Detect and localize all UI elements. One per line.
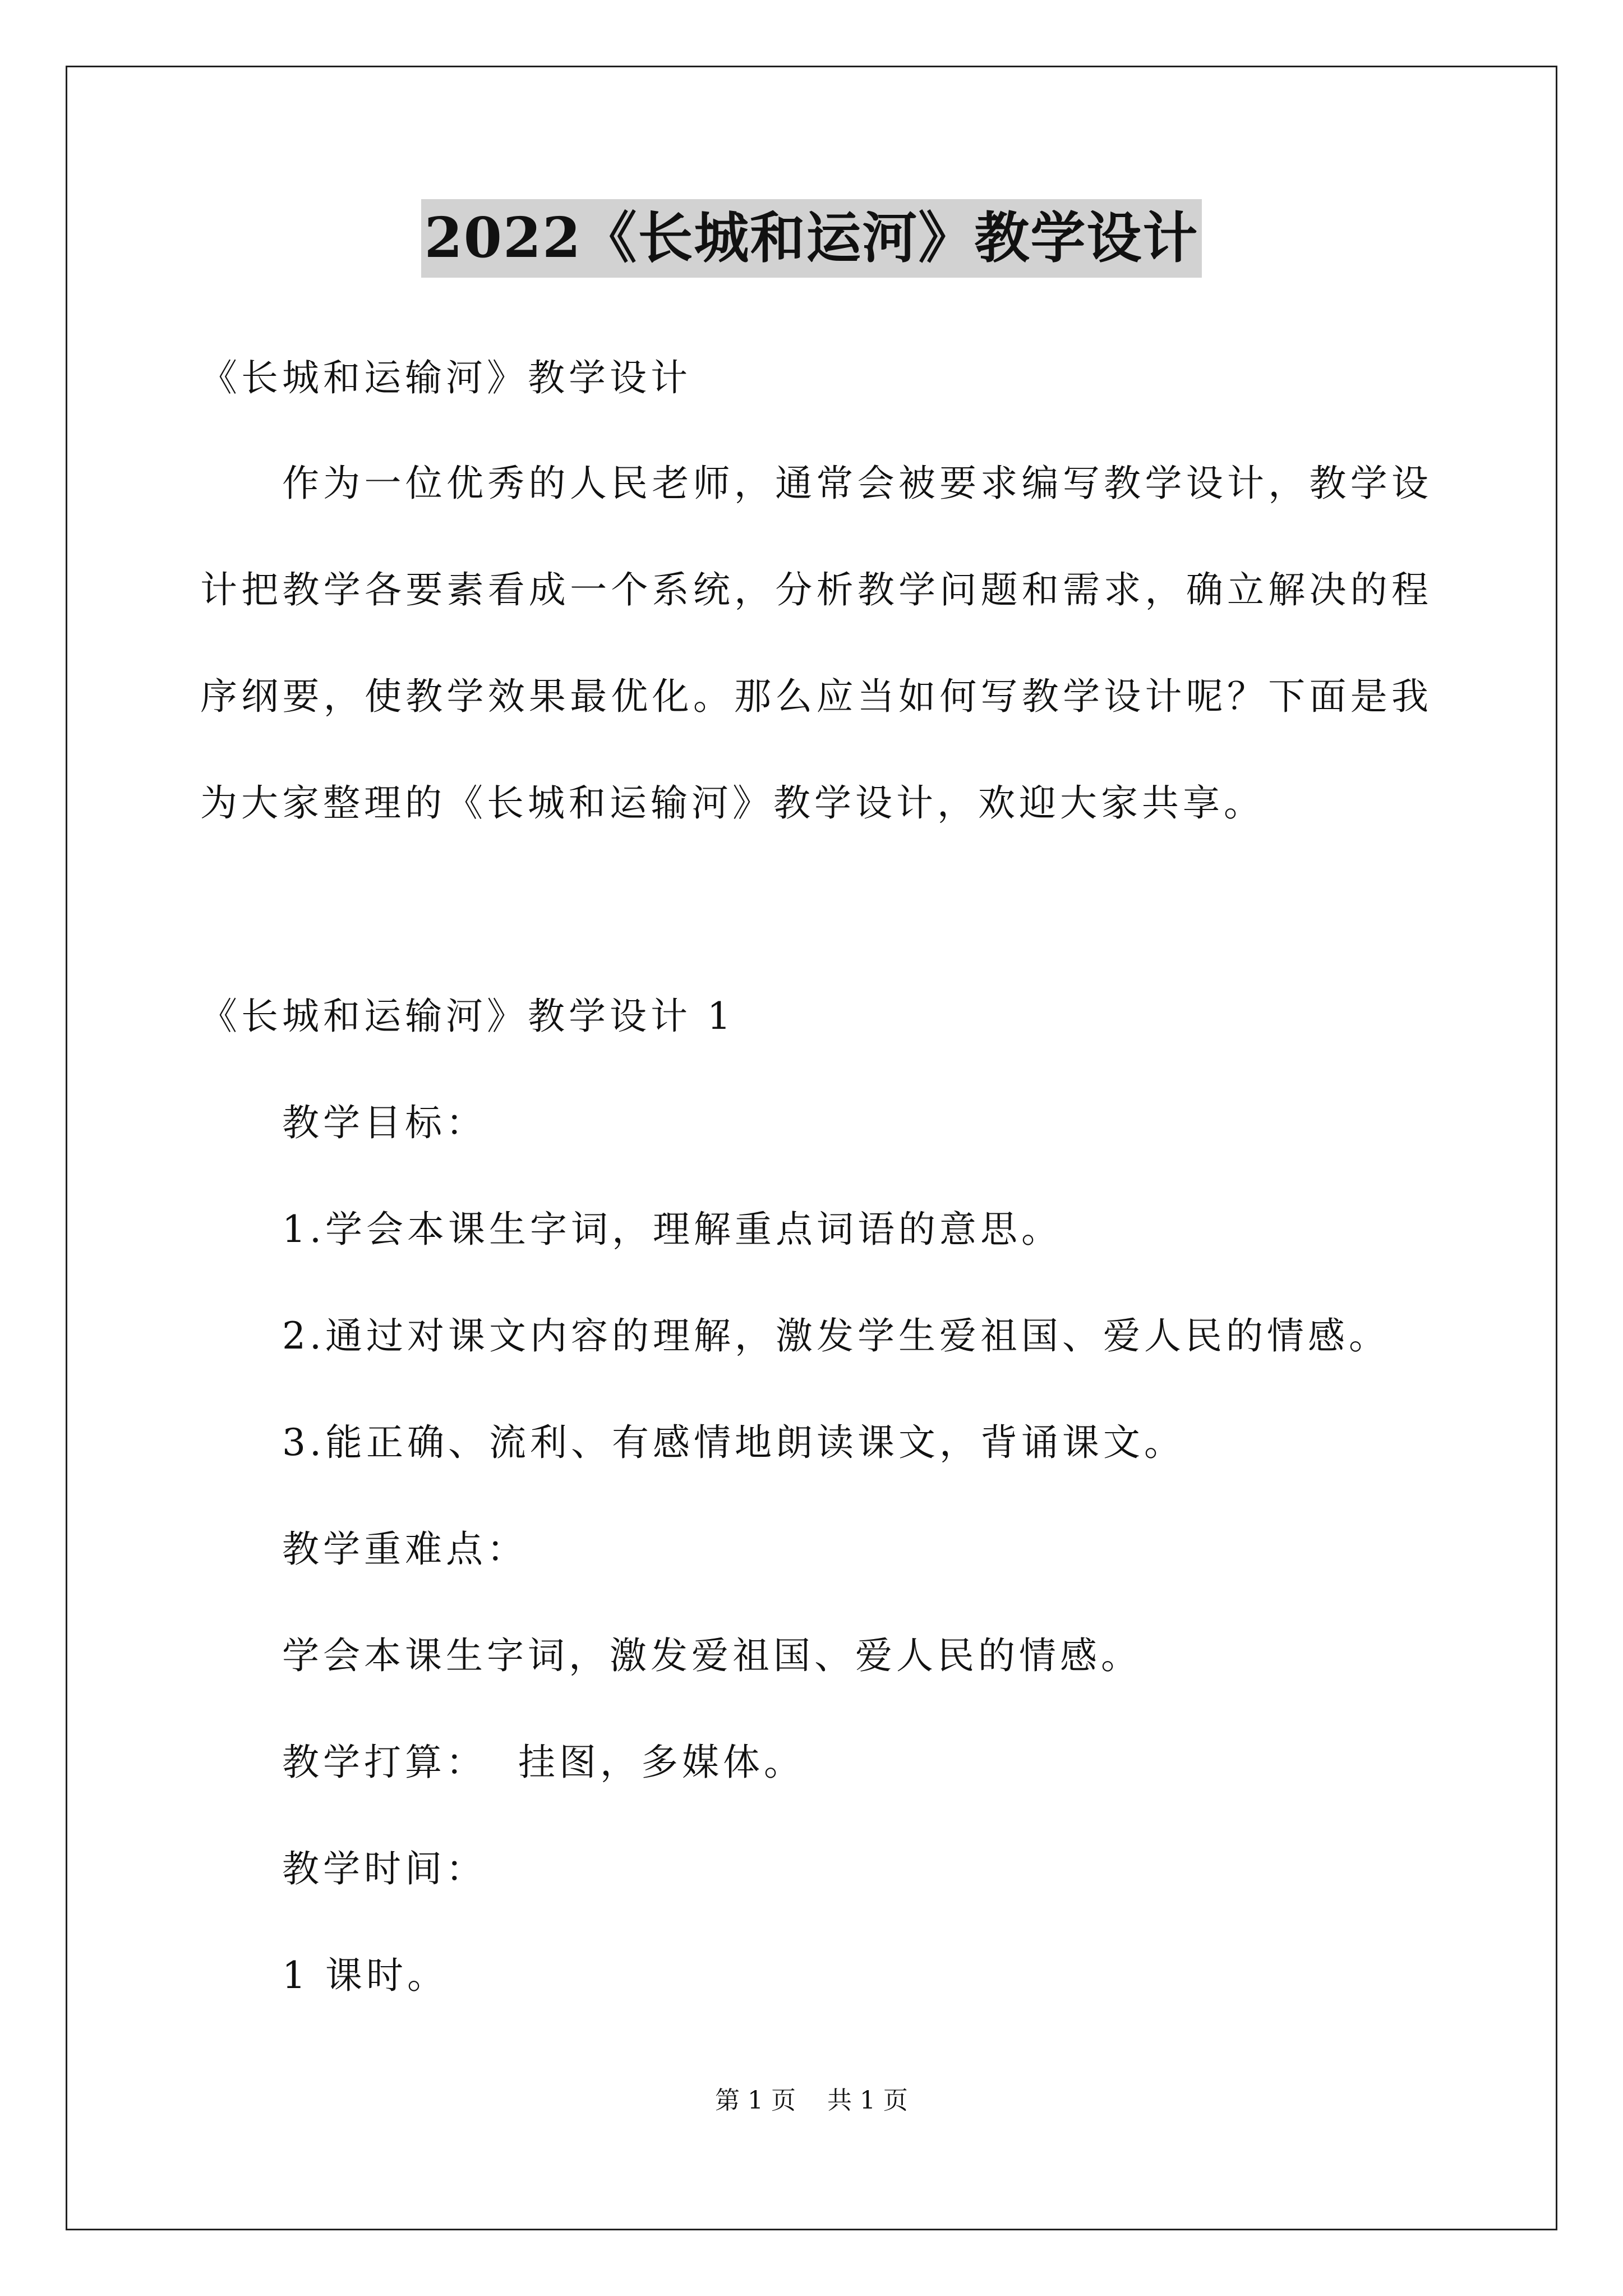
preparation-text: 教学打算： 挂图，多媒体。 bbox=[282, 1741, 805, 1784]
goal-item-1: 1.学会本课生字词，理解重点词语的意思。 bbox=[282, 1208, 1062, 1251]
goal-item-2: 2.通过对课文内容的理解，激发学生爱祖国、爱人民的情感。 bbox=[282, 1314, 1390, 1358]
intro-line-4: 为大家整理的《长城和运输河》教学设计，欢迎大家共享。 bbox=[200, 781, 1265, 825]
time-value: 1 课时。 bbox=[282, 1954, 448, 1997]
time-heading: 教学时间： bbox=[282, 1847, 487, 1890]
key-points-text: 学会本课生字词，激发爱祖国、爱人民的情感。 bbox=[282, 1634, 1142, 1677]
intro-line-1: 作为一位优秀的人民老师，通常会被要求编写教学设计，教学设 bbox=[282, 462, 1428, 505]
section-heading: 《长城和运输河》教学设计 1 bbox=[200, 995, 735, 1038]
goal-item-3: 3.能正确、流利、有感情地朗读课文，背诵课文。 bbox=[282, 1421, 1185, 1464]
intro-line-2: 计把教学各要素看成一个系统，分析教学问题和需求，确立解决的程 bbox=[200, 568, 1428, 611]
intro-line-3: 序纲要，使教学效果最优化。那么应当如何写教学设计呢？下面是我 bbox=[200, 675, 1428, 718]
title-container bbox=[0, 199, 1623, 278]
document-subtitle: 《长城和运输河》教学设计 bbox=[200, 356, 691, 399]
page-footer: 第 1 页 共 1 页 bbox=[715, 2086, 908, 2115]
key-points-heading: 教学重难点： bbox=[282, 1527, 528, 1571]
document-title: 2022《长城和运河》教学设计 bbox=[421, 199, 1202, 278]
goals-heading: 教学目标： bbox=[282, 1101, 487, 1144]
